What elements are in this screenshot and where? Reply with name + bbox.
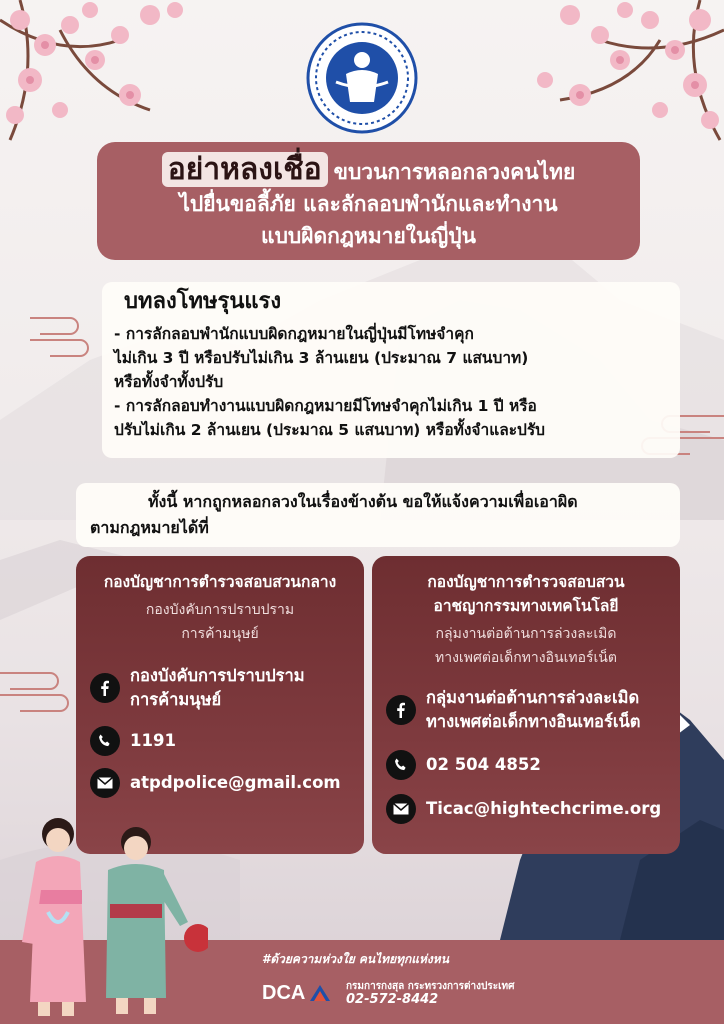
wave-lines-left-low (0, 665, 76, 715)
department-phone: 02-572-8442 (346, 992, 439, 1007)
penalty-item-1-line-1: - การลักลอบพำนักแบบผิดกฎหมายในญี่ปุ่นมีโทษจำคุก (114, 325, 474, 343)
headline-banner (97, 142, 640, 260)
phone-contact[interactable] (386, 750, 680, 780)
headline-line-2: ไปยื่นขอลี้ภัย และลักลอบพำนักและทำงาน (179, 192, 558, 216)
card-subtitle-line-1: กลุ่มงานต่อต้านการล่วงละเมิด (435, 626, 617, 642)
seal-emblem (306, 22, 418, 134)
contact-card-central-police (76, 556, 364, 854)
headline-line-1 (97, 154, 640, 188)
svg-text:DCA: DCA (262, 982, 306, 1004)
phone-number: 1191 (130, 731, 176, 750)
notice-line-1 (90, 489, 666, 515)
phone-number: 02 504 4852 (426, 755, 541, 774)
penalty-item-1-line-2: ไม่เกิน 3 ปี หรือปรับไม่เกิน 3 ล้านเยน (ประมาณ 7 แสนบาท) (114, 349, 529, 367)
contact-card-tech-crime (372, 556, 680, 854)
penalty-item-1-line-3: หรือทั้งจำทั้งปรับ (114, 373, 224, 391)
card-subtitle-line-2: ทางเพศต่อเด็กทางอินเทอร์เน็ต (435, 650, 617, 666)
facebook-icon (90, 673, 120, 703)
facebook-contact[interactable] (386, 686, 680, 734)
card-title: กองบัญชาการตำรวจสอบสวนกลาง (103, 573, 337, 591)
cherry-blossom-right (520, 0, 724, 150)
phone-icon (386, 750, 416, 780)
facebook-page-line-1: กองบังคับการปราบปราม (130, 666, 305, 685)
penalty-item-2-line-1: - การลักลอบทำงานแบบผิดกฎหมายมีโทษจำคุกไม่เกิน 1 ปี หรือ (114, 397, 537, 415)
penalty-panel (102, 282, 680, 458)
headline-line-3: แบบผิดกฎหมายในญี่ปุ่น (261, 224, 476, 248)
card-title-line-1: กองบัญชาการตำรวจสอบสวน (427, 573, 625, 591)
phone-contact[interactable] (90, 726, 364, 756)
email-address: atpdpolice@gmail.com (130, 773, 341, 792)
card-subtitle-line-1: กองบังคับการปราบปราม (145, 602, 295, 618)
headline-emphasis: อย่าหลงเชื่อ (162, 152, 328, 187)
department-name: กรมการกงสุล กระทรวงการต่างประเทศ (346, 981, 515, 992)
facebook-page-line-1: กลุ่มงานต่อต้านการล่วงละเมิด (426, 688, 640, 707)
phone-icon (90, 726, 120, 756)
card-title-line-2: อาชญากรรมทางเทคโนโลยี (433, 597, 619, 615)
penalty-heading: บทลงโทษรุนแรง (124, 289, 282, 314)
penalty-item-2-line-2: ปรับไม่เกิน 2 ล้านเยน (ประมาณ 5 แสนบาท) หรือทั้งจำและปรับ (114, 421, 546, 439)
notice-panel (76, 483, 680, 547)
dca-logo (262, 977, 342, 1011)
email-contact[interactable] (386, 794, 680, 824)
email-address: Ticac@hightechcrime.org (426, 799, 662, 818)
footer-hashtag: #ด้วยความห่วงใย คนไทยทุกแห่งหน (262, 952, 449, 966)
facebook-page-line-2: ทางเพศต่อเด็กทางอินเทอร์เน็ต (426, 712, 641, 731)
kimono-figures-illustration (8, 812, 208, 1024)
notice-line-1-text: ทั้งนี้ หากถูกหลอกลวงในเรื่องข้างต้น ขอให้แจ้งความเพื่อเอาผิด (148, 492, 578, 511)
headline-line1-text: ขบวนการหลอกลวงคนไทย (333, 160, 576, 184)
wave-lines-left (30, 310, 100, 370)
facebook-contact[interactable] (90, 664, 364, 712)
facebook-icon (386, 695, 416, 725)
notice-line-2: ตามกฎหมายได้ที่ (90, 518, 209, 537)
facebook-page-line-2: การค้ามนุษย์ (130, 690, 222, 709)
card-subtitle-line-2: การค้ามนุษย์ (181, 626, 259, 642)
email-icon (386, 794, 416, 824)
email-contact[interactable] (90, 768, 364, 798)
email-icon (90, 768, 120, 798)
cherry-blossom-left (0, 0, 200, 150)
